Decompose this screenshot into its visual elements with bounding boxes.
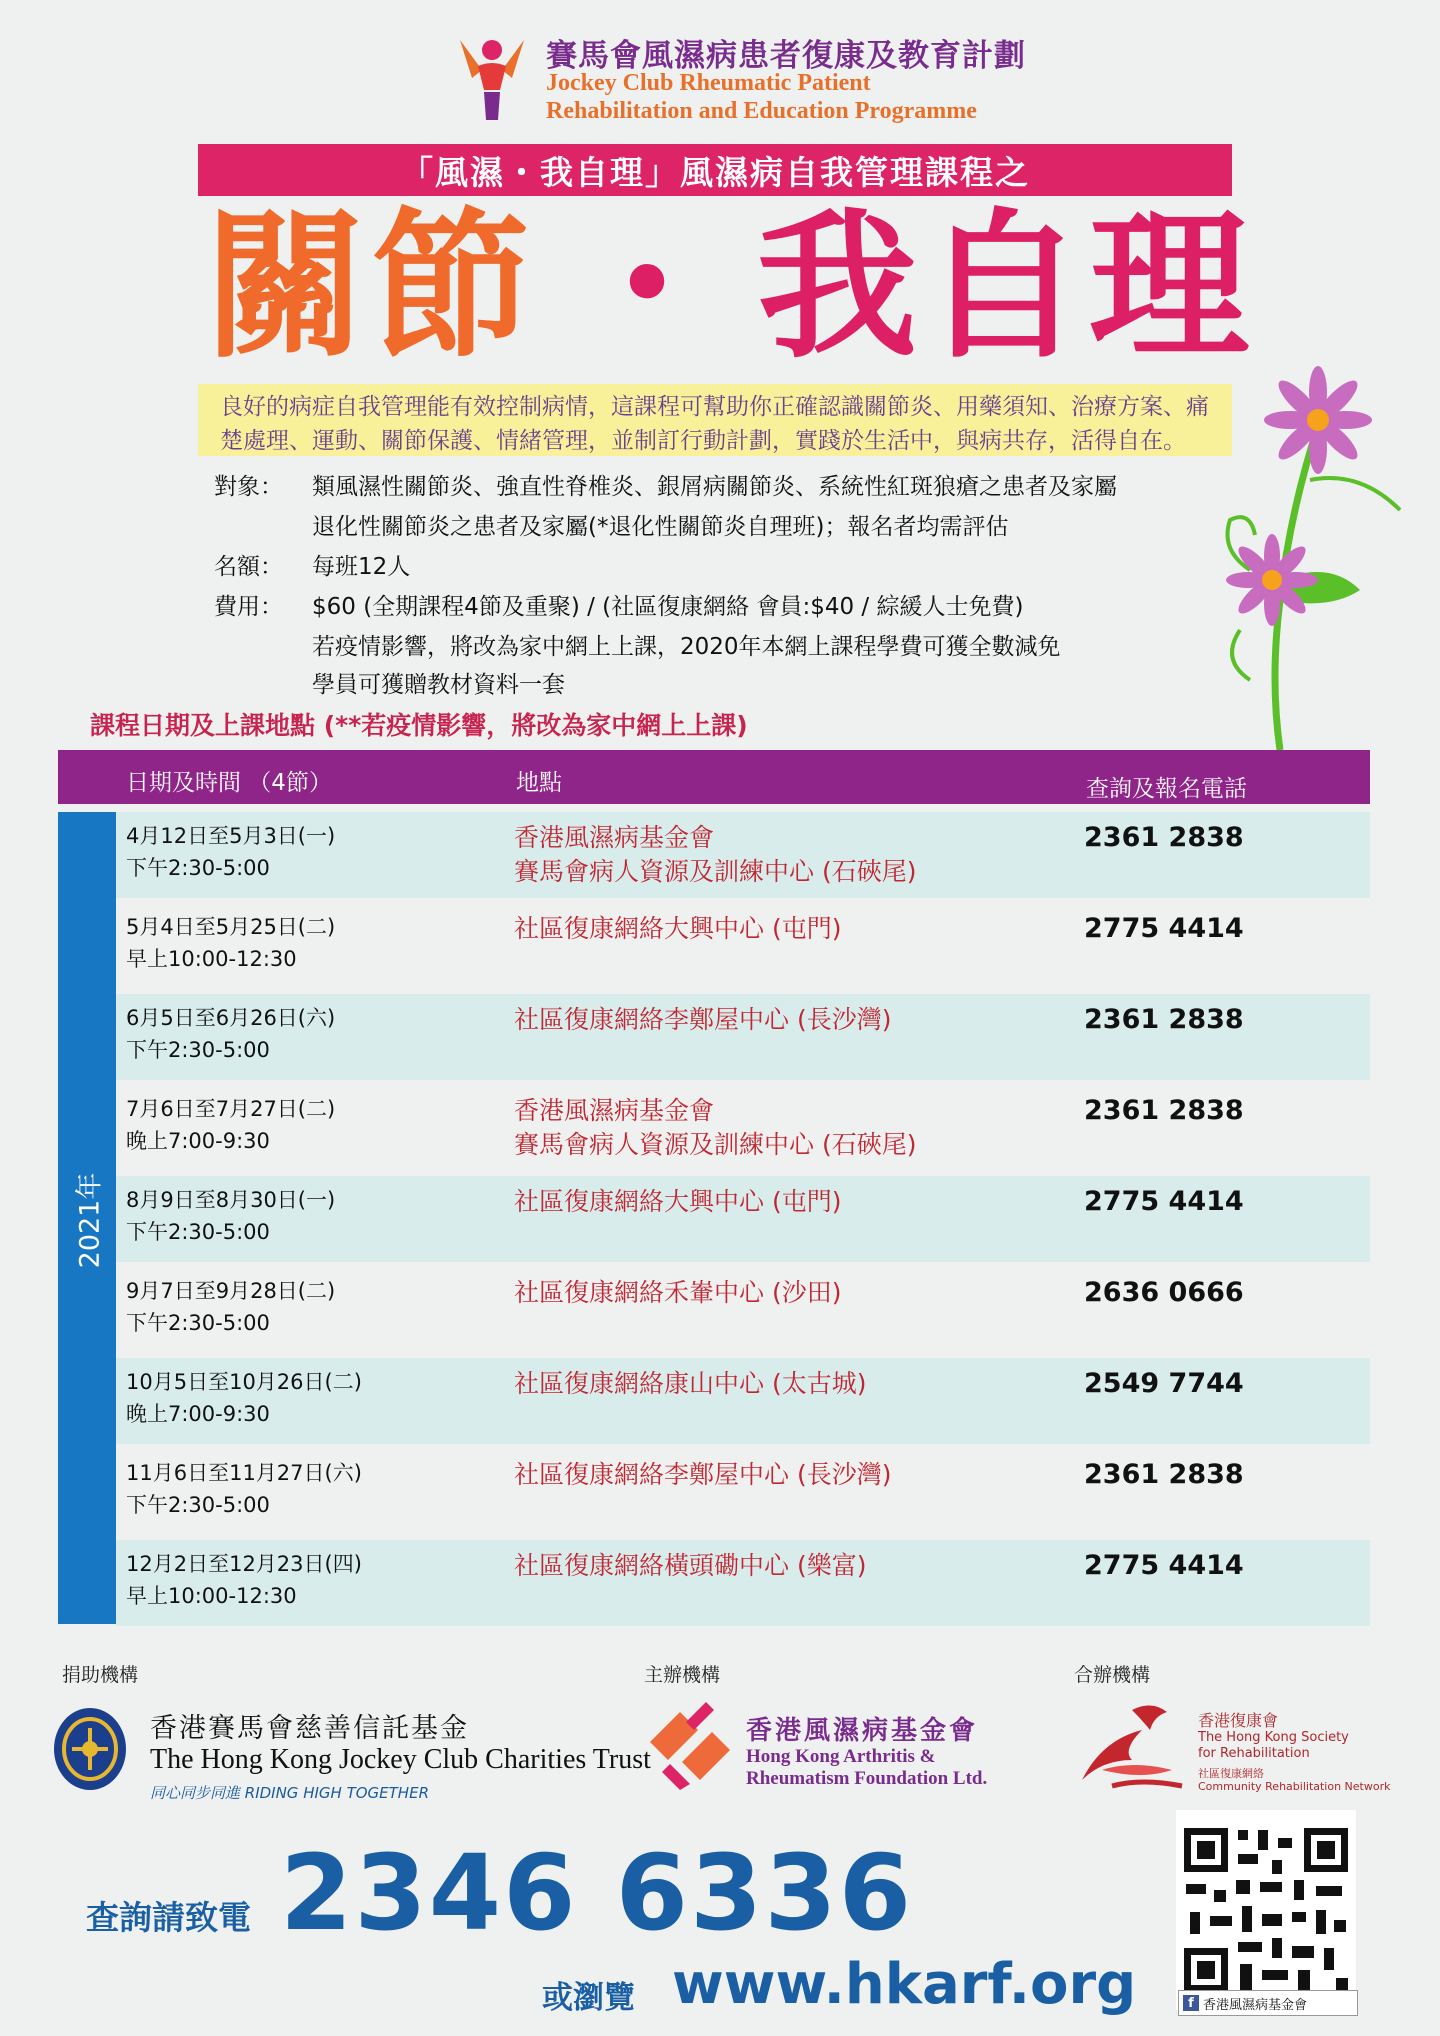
year-text: 2021年 <box>74 1172 106 1268</box>
year-label <box>58 1170 116 1270</box>
table-row <box>116 994 1370 1080</box>
row-venue: 社區復康網絡大興中心 (屯門) <box>514 914 842 943</box>
row-date: 8月9日至8月30日(一) <box>126 1188 336 1212</box>
table-row <box>116 812 1370 898</box>
co-organiser-label: 合辦機構 <box>1074 1664 1151 1686</box>
row-venue-line-2: 賽馬會病人資源及訓練中心 (石硤尾) <box>514 857 917 886</box>
funder-name-zh: 香港賽馬會慈善信託基金 <box>150 1713 469 1744</box>
row-time: 下午2:30-5:00 <box>126 1220 270 1244</box>
row-time: 早上10:00-12:30 <box>126 1584 297 1608</box>
intro-line-2: 楚處理、運動、關節保護、情緒管理，並制訂行動計劃，實踐於生活中，與病共存，活得自在。 <box>220 428 1186 454</box>
table-row <box>116 1176 1370 1262</box>
hksr-phoenix-icon <box>1072 1700 1192 1792</box>
table-row <box>116 1449 1370 1535</box>
intro-box <box>198 384 1232 456</box>
fee-line-1: $60 (全期課程4節及重聚) / (社區復康網絡 會員:$40 / 綜緩人士免費) <box>312 594 1024 620</box>
row-time: 晚上7:00-9:30 <box>126 1402 270 1426</box>
row-date: 6月5日至6月26日(六) <box>126 1006 336 1030</box>
programme-title-zh: 賽馬會風濕病患者復康及教育計劃 <box>546 38 1026 74</box>
row-venue: 香港風濕病基金會 <box>514 1096 715 1125</box>
row-venue: 社區復康網絡康山中心 (太古城) <box>514 1369 867 1398</box>
programme-title-en-line1: Jockey Club Rheumatic Patient <box>546 70 871 96</box>
organiser-name-en-line2: Rheumatism Foundation Ltd. <box>746 1768 988 1789</box>
intro-line-1: 良好的病症自我管理能有效控制病情，這課程可幫助你正確認識關節炎、用藥須知、治療方案、痛 <box>220 394 1209 420</box>
target-label: 對象： <box>214 474 283 500</box>
row-date: 4月12日至5月3日(一) <box>126 824 336 848</box>
row-time: 下午2:30-5:00 <box>126 1311 270 1335</box>
browse-label: 或瀏覽 <box>542 1980 635 2016</box>
co-organiser-name-en-line2: for Rehabilitation <box>1198 1746 1310 1761</box>
co-organiser-network-en: Community Rehabilitation Network <box>1198 1780 1391 1793</box>
table-row <box>116 903 1370 989</box>
row-phone: 2361 2838 <box>1084 1095 1244 1126</box>
organiser-label: 主辦機構 <box>644 1664 721 1686</box>
row-venue: 社區復康網絡橫頭磡中心 (樂富) <box>514 1551 867 1580</box>
row-phone: 2549 7744 <box>1084 1368 1244 1399</box>
title-separator-dot: ・ <box>567 193 728 380</box>
row-date: 11月6日至11月27日(六) <box>126 1461 362 1485</box>
funded-label: 捐助機構 <box>62 1664 139 1686</box>
row-phone: 2361 2838 <box>1084 822 1244 853</box>
table-row <box>116 1540 1370 1626</box>
row-date: 10月5日至10月26日(二) <box>126 1370 362 1394</box>
title-part-self-care: 我自理 <box>757 193 1256 380</box>
row-date: 7月6日至7月27日(二) <box>126 1097 336 1121</box>
co-organiser-name-zh: 香港復康會 <box>1198 1711 1279 1730</box>
quota-label: 名額： <box>214 554 283 580</box>
row-time: 早上10:00-12:30 <box>126 947 297 971</box>
organiser-name-zh: 香港風濕病基金會 <box>746 1716 979 1746</box>
table-row <box>116 1358 1370 1444</box>
row-venue: 香港風濕病基金會 <box>514 823 715 852</box>
title-part-joint: 關節 <box>205 193 538 380</box>
organiser-name-en-line1: Hong Kong Arthritis & <box>746 1746 936 1767</box>
co-organiser-name-en-line1: The Hong Kong Society <box>1198 1730 1349 1745</box>
schedule-rows <box>116 812 1370 1631</box>
hkarf-logo-icon <box>640 1702 740 1790</box>
logo-figure-icon <box>452 30 532 126</box>
row-venue: 社區復康網絡李鄭屋中心 (長沙灣) <box>514 1460 892 1489</box>
row-date: 9月7日至9月28日(二) <box>126 1279 336 1303</box>
row-phone: 2361 2838 <box>1084 1004 1244 1035</box>
facebook-icon: f <box>1183 1995 1199 2011</box>
flower-icon <box>1210 360 1440 750</box>
quota-text: 每班12人 <box>312 554 411 580</box>
header-venue: 地點 <box>516 770 562 796</box>
schedule-heading: 課程日期及上課地點 (**若疫情影響，將改為家中網上上課) <box>90 711 748 740</box>
row-time: 下午2:30-5:00 <box>126 1493 270 1517</box>
row-time: 下午2:30-5:00 <box>126 856 270 880</box>
row-phone: 2775 4414 <box>1084 1550 1244 1581</box>
row-phone: 2636 0666 <box>1084 1277 1244 1308</box>
programme-title-en-line2: Rehabilitation and Education Programme <box>546 98 977 124</box>
fee-line-2: 若疫情影響，將改為家中網上上課，2020年本網上課程學費可獲全數減免 <box>312 634 1061 660</box>
fee-line-3: 學員可獲贈教材資料一套 <box>312 672 565 698</box>
row-time: 晚上7:00-9:30 <box>126 1129 270 1153</box>
funder-slogan: 同心同步同進 RIDING HIGH TOGETHER <box>150 1784 429 1802</box>
row-venue-line-2: 賽馬會病人資源及訓練中心 (石硤尾) <box>514 1130 917 1159</box>
header-date: 日期及時間 （4節） <box>126 770 332 796</box>
contact-label: 查詢請致電 <box>86 1898 251 1937</box>
qr-code-icon[interactable] <box>1176 1810 1356 2010</box>
row-phone: 2775 4414 <box>1084 913 1244 944</box>
funder-name-en: The Hong Kong Jockey Club Charities Trust <box>150 1744 651 1775</box>
table-row <box>116 1267 1370 1353</box>
website-link[interactable]: www.hkarf.org <box>672 1952 1137 2017</box>
row-phone: 2775 4414 <box>1084 1186 1244 1217</box>
row-venue: 社區復康網絡大興中心 (屯門) <box>514 1187 842 1216</box>
row-date: 12月2日至12月23日(四) <box>126 1552 362 1576</box>
schedule-table-header <box>58 750 1370 804</box>
row-date: 5月4日至5月25日(二) <box>126 915 336 939</box>
header-phone: 查詢及報名電話 <box>1086 776 1247 802</box>
contact-phone[interactable]: 2346 6336 <box>280 1832 914 1954</box>
row-venue: 社區復康網絡李鄭屋中心 (長沙灣) <box>514 1005 892 1034</box>
target-line-1: 類風濕性關節炎、強直性脊椎炎、銀屑病關節炎、系統性紅斑狼瘡之患者及家屬 <box>312 474 1117 500</box>
hkjc-emblem-icon <box>52 1706 128 1792</box>
facebook-search-box[interactable] <box>1178 1990 1358 2016</box>
co-organiser-network-zh: 社區復康網絡 <box>1198 1767 1264 1780</box>
row-time: 下午2:30-5:00 <box>126 1038 270 1062</box>
fee-label: 費用： <box>214 594 283 620</box>
course-banner: 「風濕・我自理」風濕病自我管理課程之 <box>198 144 1232 196</box>
row-phone: 2361 2838 <box>1084 1459 1244 1490</box>
course-title <box>205 193 1256 380</box>
facebook-page-name: 香港風濕病基金會 <box>1203 1997 1308 2013</box>
row-venue: 社區復康網絡禾輋中心 (沙田) <box>514 1278 842 1307</box>
target-line-2: 退化性關節炎之患者及家屬(*退化性關節炎自理班)；報名者均需評估 <box>312 514 1009 540</box>
table-row <box>116 1085 1370 1171</box>
